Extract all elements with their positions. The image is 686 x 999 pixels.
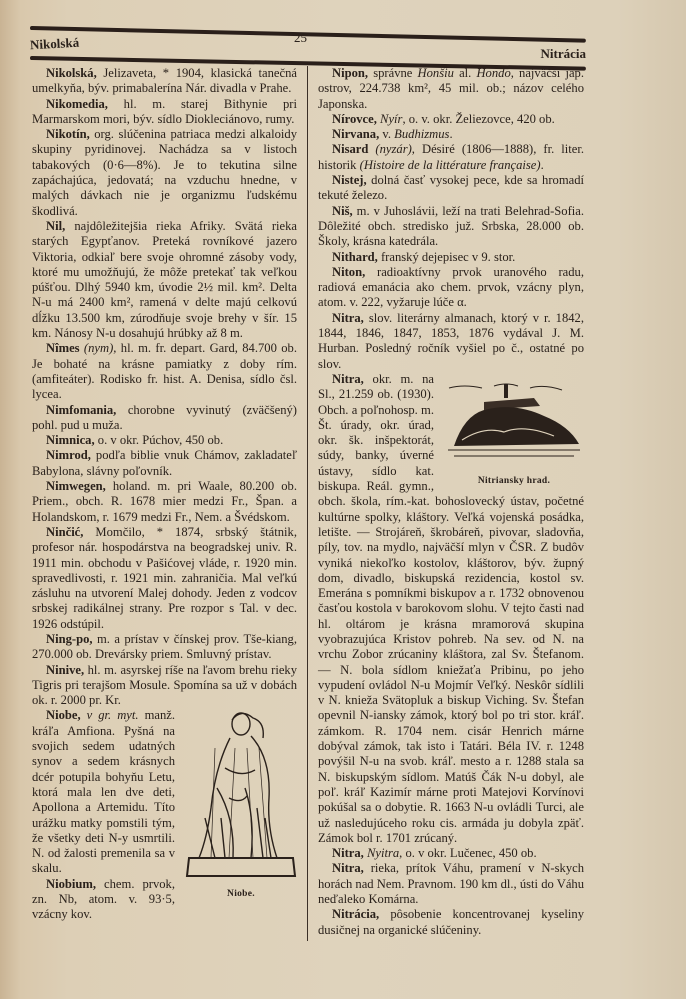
dictionary-page xyxy=(22,18,592,988)
entry: Nisard (nyzár), Désiré (1806—1888), fr. liter. historik (Histoire de la littérature française). xyxy=(318,142,584,172)
left-guide-word: Nikolská xyxy=(29,34,80,53)
entry: Nitrácia, pôsobenie koncentrovanej kyseliny dusičnej na organické slúčeniny. xyxy=(318,907,584,937)
header-rule-top xyxy=(30,26,586,43)
entry: Nitra, okr. m. na Sl., 21.259 ob. (1930). Obch. a poľnohosp. m. Št. úrady, okr. úrad, okr. šk. inšpektorát, súdy, banky, úverné ústavy, sídlo kat. biskupa. Reál. gymn., obch. škola, rím.-kat. bohoslovecký ústav, početné kultúrne spolky, kláštory. Veľká vojenská posádka, letište. — Strojáreň, škrobáreň, pivovar, sladovňa, píly, tov. na mydlo, najväčší mlyn v ČSR. Z budôv vyniká niekoľko kostolov, kláštorov, býv. župný dom, divadlo, biskupská rezidencia, kostol sv. Emeránа s pomníkmi biskupov a r. 1732 obnovenou časťou kostola v barokovom slohu. V tejto časti nad hl. oltárom je krásna mramorová skupina vyobrazujúca Kristov pohreb. Na sev. od N. na vrchu Zobor zrúcaniny kláštora, zal Sv. Štefanom. — N. bola sídlom kniežaťa Pribinu, po jeho vypudení ovládol N-u Mojmír Veľký. Neskôr sídlili v N. knieža Svätopluk a biskup Viching. Sv. Štefan opevnil N-iansky zámok, ktorý bol po tri stor. kráľ. zámkom. R. 1704 nem. cisár Henrich márne dobýval zámok, tak isto i Tatári. Béla IV. r. 1248 povýšil N-u na svob. kráľ. mesto a r. 1288 stala sa N. biskupským sídlom. Matúš Čák N-u dobyl, ale poľ. kráľ Kazimír márne proti Matejovi Korvínovi pokúšal sa o dobytie. R. 1663 N-u ovládli Turci, ale už nasledujúceho roku cis. armáda ju dobyla zpäť. Zámok bol r. 1701 zrúcaný. xyxy=(318,371,584,845)
entry: Nîmes (nym), hl. m. fr. depart. Gard, 84.700 ob. Je bohaté na krásne pamiatky z doby rím. (amfiteáter). Rodisko fr. hist. A. Denisa, sídlo čsl. lycea. xyxy=(32,341,297,402)
entry: Niobe, v gr. myt. manž. kráľa Amfiona. Pyšná na svojich sedem udatných synov a sedem krásnych dcér potupila bohyňu Letu, ktorá mala len dve deti, Apollona a Artemidu. Títo urážku matky pomstili tým, že všetky deti N-y usmrtili. N. od žalosti premenila sa v skalu. xyxy=(32,708,175,876)
entry: Nimnica, o. v okr. Púchov, 450 ob. xyxy=(46,433,224,448)
entry: Ninive, hl. m. asyrskej ríše na ľavom brehu rieky Tigris pri terajšom Mosule. Spomína sa už v dobách ok. r. 2000 pr. Kr. xyxy=(32,662,297,708)
entry: Nitra, slov. literárny almanach, ktorý v r. 1842, 1844, 1846, 1847, 1853, 1876 vydával J. M. Hurban. Posledný ročník vyšiel po č., ostatné po slov. xyxy=(318,310,584,371)
niobe-caption: Niobe. xyxy=(227,888,255,899)
right-column xyxy=(318,66,584,938)
entry: Niobium, chem. prvok, zn. Nb, atom. v. 93·5, vzácny kov. xyxy=(32,876,175,922)
entry: Niš, m. v Juhoslávii, leží na trati Belehrad-Sofia. Dôležité obch. stredisko juž. Srbska, 28.000 ob. Školy, krásna katedrála. xyxy=(318,203,584,249)
entry: Nírovce, Nyír, o. v. okr. Želiezovce, 420 ob. xyxy=(332,111,555,126)
entry: Ning-po, m. a prístav v čínskej prov. Tše-kiang, 270.000 ob. Drevársky priem. Smluvný prístav. xyxy=(32,631,297,662)
entry: Niton, radioaktívny prvok uranového radu, radiová emanácia ako chem. prvok, vzácny plyn, atom. v. 222, vyžaruje lúče α. xyxy=(318,264,584,310)
right-guide-word: Nitrácia xyxy=(540,46,586,61)
entry: Nimfomania, chorobne vyvinutý (zväčšený) pohl. pud u muža. xyxy=(32,402,297,432)
nitra-caption: Nitriansky hrad. xyxy=(477,476,551,487)
entry: Nikotín, org. slúčenina patriaca medzi alkaloidy skupiny pyridinovej. Nachádza sa v listoch tabakových (0·6—8%). Je to tekutina silne zapáchajúca, jedovatá; na vzduchu hnedne, v malých dávkach nie je organizmu ľudskému škodlivá. xyxy=(32,127,297,218)
nitra-castle-illustration xyxy=(444,376,584,490)
entry: Nirvana, v. Budhizmus. xyxy=(332,127,453,142)
entry: Nitra, Nyitra, o. v okr. Lučenec, 450 ob. xyxy=(332,846,537,861)
entry: Nimwegen, holand. m. pri Waale, 80.200 ob. Priem., obch. R. 1678 mier medzi Fr., Špan. a Holandskom, r. 1679 medzi Fr., Nem. a Švédskom. xyxy=(32,479,297,524)
entry: Nikomedia, hl. m. starej Bithynie pri Marmarskom mori, býv. sídlo Diokleciánovo, rumy. xyxy=(32,96,297,126)
entry: Ninčić, Momčilo, * 1874, srbský štátnik, profesor nár. hospodárstva na beogradskej univ. R. 1911 min. obchodu v Pašićovej vláde, r. 1920 min. spravedlivosti, r. 1921 min. zahraničia. Mal veľkú zásluhu na utvorení Malej dohody. Jeden z vodcov srbskej radikálnej strany. Pre rozpor s Tal. v dec. 1926 odstúpil. xyxy=(32,524,297,631)
entry: Nipon, správne Honšiu al. Hondo, najväčší jap. ostrov, 224.738 km², 45 mil. ob.; názov celého Japonska. xyxy=(318,66,584,111)
entry: Nimrod, podľa biblie vnuk Chámov, zakladateľ Babylona, slávny poľovník. xyxy=(32,448,297,478)
entry: Nitra, rieka, prítok Váhu, pramení v N-skych horách nad Nem. Pravnom. 190 km dl., ústi do Váhu neďaleko Komárna. xyxy=(318,861,584,907)
page-number: 25 xyxy=(294,30,307,45)
niobe-illustration xyxy=(185,708,297,902)
castle-hill-icon xyxy=(444,376,584,466)
entry: Nithard, franský dejepisec v 9. stor. xyxy=(332,249,516,264)
entry: Nistej, dolná časť vysokej pece, kde sa hromadí tekuté železo. xyxy=(318,173,584,203)
entry: Nil, najdôležitejšia rieka Afriky. Svätá rieka starých Egypťanov. Preteká rovníkové jazero Viktoria, odkiaľ bere svoje ohromné zásoby vody, ktoré mu umožňujú, že môže pretekať tak veľkou púšťou. Dlhý 5940 km, úvodie 2½ mil. km². Delta N-u má 2400 km², ramená v delte majú celkovú dĺžku 13.500 km, zúrodňuje svoje brehy v šír. 15 km. Nánosy N-u dosahujú hrúbky až 8 m. xyxy=(32,218,297,341)
column-divider xyxy=(307,66,308,941)
left-column xyxy=(32,66,297,923)
entry: Nikolská, Jelizaveta, * 1904, klasická tanečná umelkyňa, býv. primabalerína Nár. divadla v Prahe. xyxy=(32,66,297,96)
niobe-statue-icon xyxy=(185,708,297,878)
